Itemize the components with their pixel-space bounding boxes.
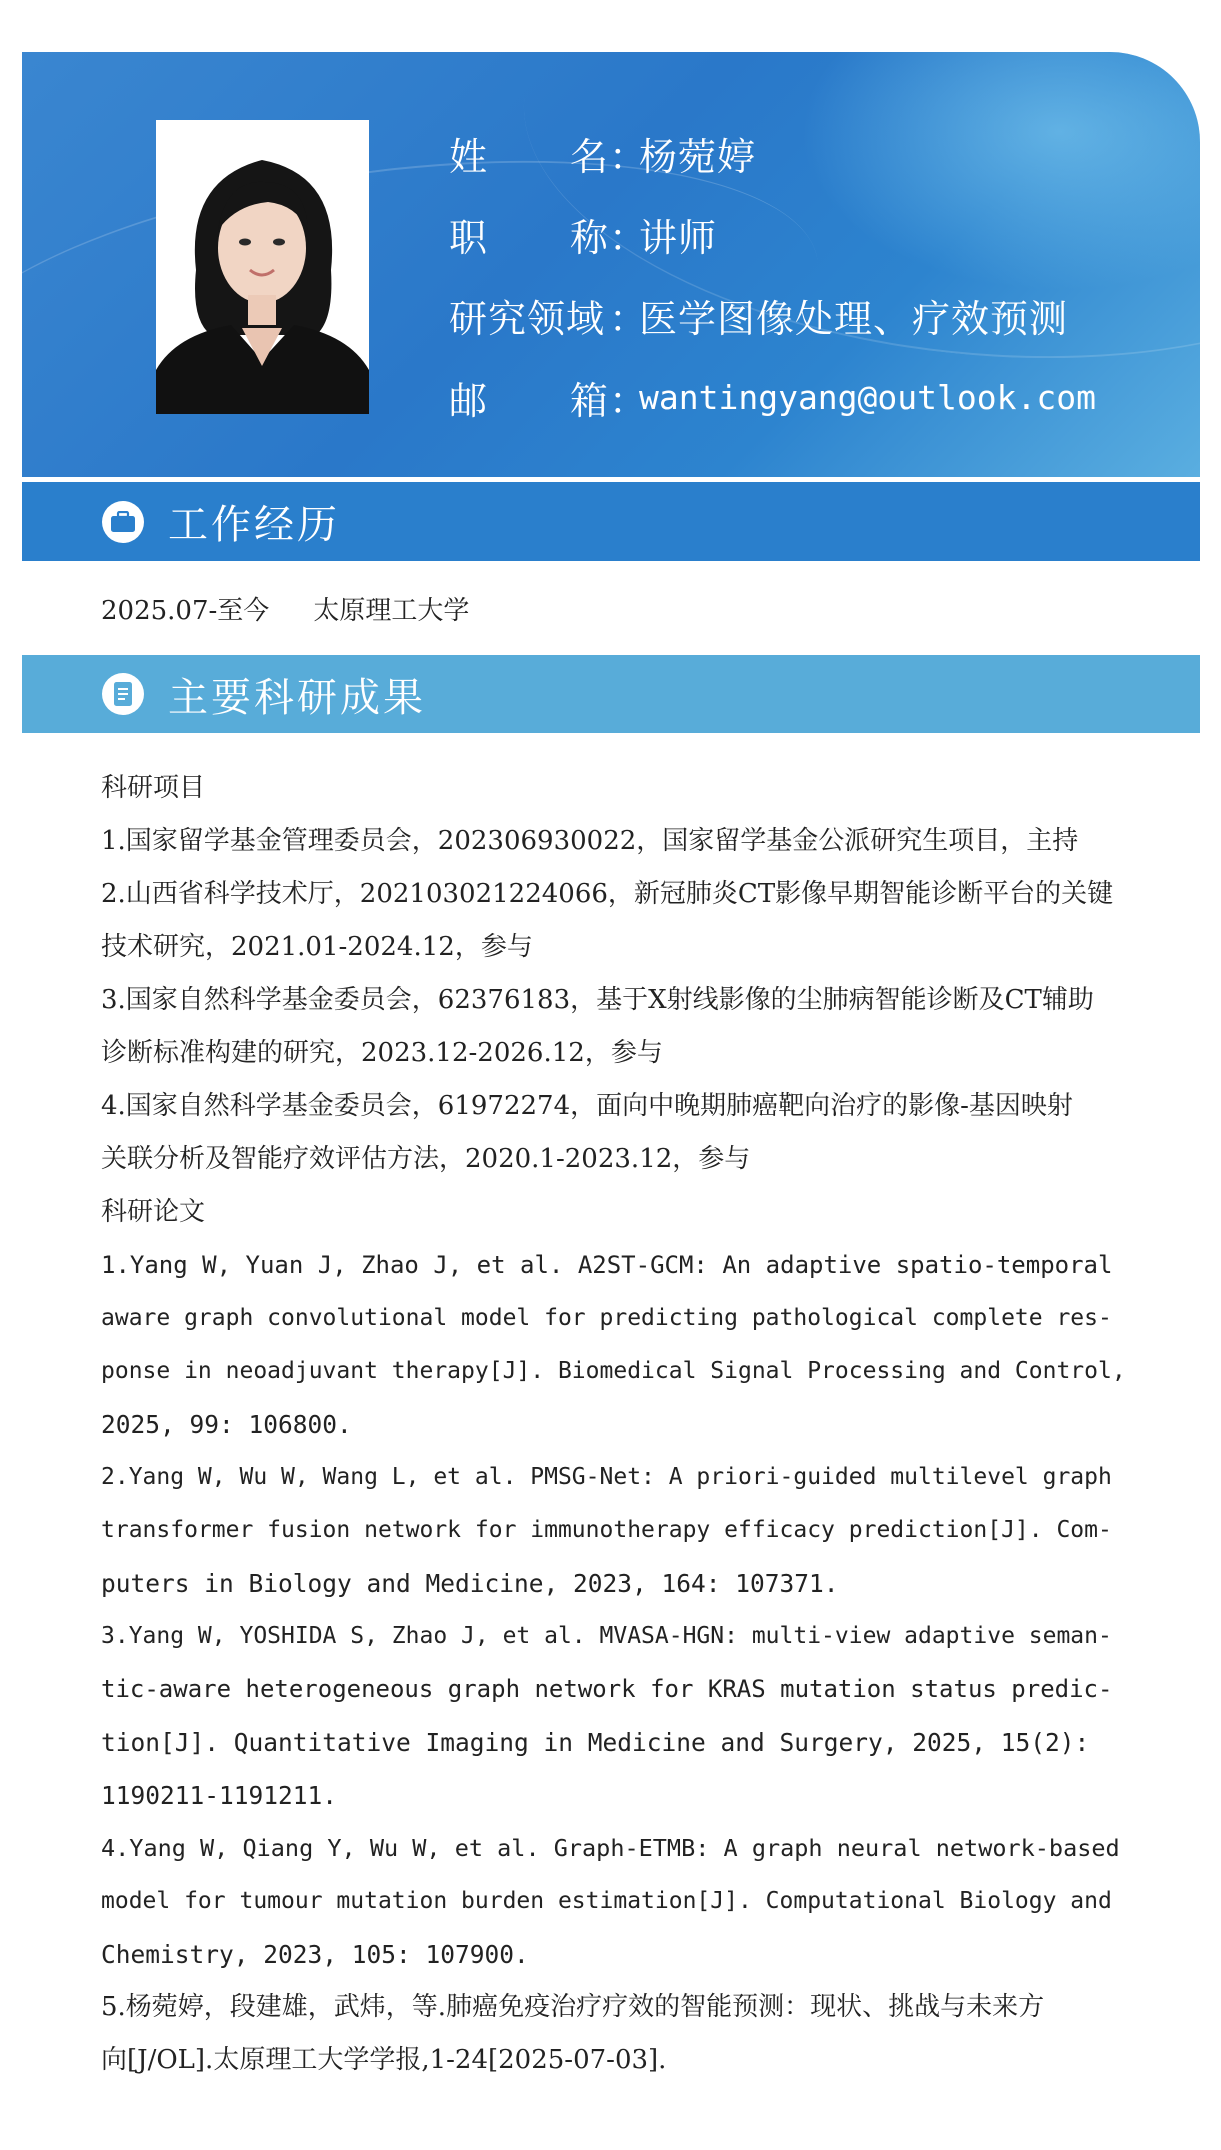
research-line: 4.国家自然科学基金委员会，61972274，面向中晚期肺癌靶向治疗的影像-基因映射 <box>101 1091 1073 1121</box>
title-label: 职 称 <box>449 215 609 260</box>
research-line: 2.Yang W, Wu W, Wang L, et al. PMSG-Net: A priori-guided multilevel graph <box>101 1464 1112 1490</box>
email-label: 邮 箱 <box>449 378 609 423</box>
field-row <box>449 290 1068 340</box>
research-line: tion[J]. Quantitative Imaging in Medicine and Surgery, 2025, 15(2): <box>101 1728 1090 1757</box>
work-entry <box>101 590 469 627</box>
research-line: 1.Yang W, Yuan J, Zhao J, et al. A2ST-GCM: An adaptive spatio-temporal <box>101 1251 1113 1279</box>
research-line: 诊断标准构建的研究，2023.12-2026.12，参与 <box>101 1038 663 1068</box>
research-line: 2.山西省科学技术厅，202103021224066，新冠肺炎CT影像早期智能诊断平台的关键 <box>101 879 1114 909</box>
research-line: 1190211-1191211. <box>101 1781 338 1810</box>
research-line: 5.杨菀婷，段建雄，武炜，等.肺癌免疫治疗疗效的智能预测：现状、挑战与未来方 <box>101 1992 1045 2022</box>
research-section-header <box>22 655 1200 733</box>
research-line: 科研论文 <box>101 1197 206 1227</box>
work-period: 2025.07-至今 <box>101 596 270 626</box>
profile-photo <box>156 120 369 414</box>
email-value[interactable]: wantingyang@outlook.com <box>639 377 1096 417</box>
research-line: aware graph convolutional model for predicting pathological complete res- <box>101 1305 1112 1331</box>
research-line: 技术研究，2021.01-2024.12，参与 <box>101 932 533 962</box>
colon: ： <box>609 378 649 423</box>
email-row <box>449 372 1096 422</box>
work-organization: 太原理工大学 <box>313 596 470 626</box>
research-line: transformer fusion network for immunotherapy efficacy prediction[J]. Com- <box>101 1517 1112 1543</box>
portrait-image <box>156 120 369 414</box>
colon: ： <box>609 296 649 341</box>
work-section-header <box>22 482 1200 561</box>
research-line: 2025, 99: 106800. <box>101 1410 352 1439</box>
name-value: 杨菀婷 <box>639 134 757 179</box>
colon: ： <box>609 215 649 260</box>
research-line: 向[J/OL].太原理工大学学报,1-24[2025-07-03]. <box>101 2045 667 2075</box>
work-section-title: 工作经历 <box>168 502 340 548</box>
colon: ： <box>609 134 649 179</box>
field-label: 研究领域 <box>449 296 606 341</box>
title-value: 讲师 <box>639 215 718 260</box>
name-row <box>449 128 756 178</box>
briefcase-icon <box>102 501 144 543</box>
research-line: tic-aware heterogeneous graph network for KRAS mutation status predic- <box>101 1675 1113 1703</box>
research-line: 3.国家自然科学基金委员会，62376183，基于X射线影像的尘肺病智能诊断及CT辅助 <box>101 985 1094 1015</box>
research-line: 4.Yang W, Qiang Y, Wu W, et al. Graph-ETMB: A graph neural network-based <box>101 1834 1120 1862</box>
title-row <box>449 209 717 259</box>
research-line: ponse in neoadjuvant therapy[J]. Biomedical Signal Processing and Control, <box>101 1358 1126 1384</box>
research-line: model for tumour mutation burden estimation[J]. Computational Biology and <box>101 1888 1112 1914</box>
research-line: 1.国家留学基金管理委员会，202306930022，国家留学基金公派研究生项目，主持 <box>101 826 1079 856</box>
research-section-title: 主要科研成果 <box>168 674 426 721</box>
research-line: 关联分析及智能疗效评估方法，2020.1-2023.12，参与 <box>101 1144 751 1174</box>
research-line: Chemistry, 2023, 105: 107900. <box>101 1940 529 1969</box>
research-line: 3.Yang W, YOSHIDA S, Zhao J, et al. MVASA-HGN: multi-view adaptive seman- <box>101 1623 1112 1649</box>
research-line: 科研项目 <box>101 773 206 803</box>
field-value: 医学图像处理、疗效预测 <box>639 296 1069 341</box>
profile-header <box>22 52 1200 477</box>
research-content <box>101 762 1131 2087</box>
name-label: 姓 名 <box>449 134 609 179</box>
document-icon <box>102 673 144 715</box>
research-line: puters in Biology and Medicine, 2023, 164: 107371. <box>101 1569 839 1598</box>
